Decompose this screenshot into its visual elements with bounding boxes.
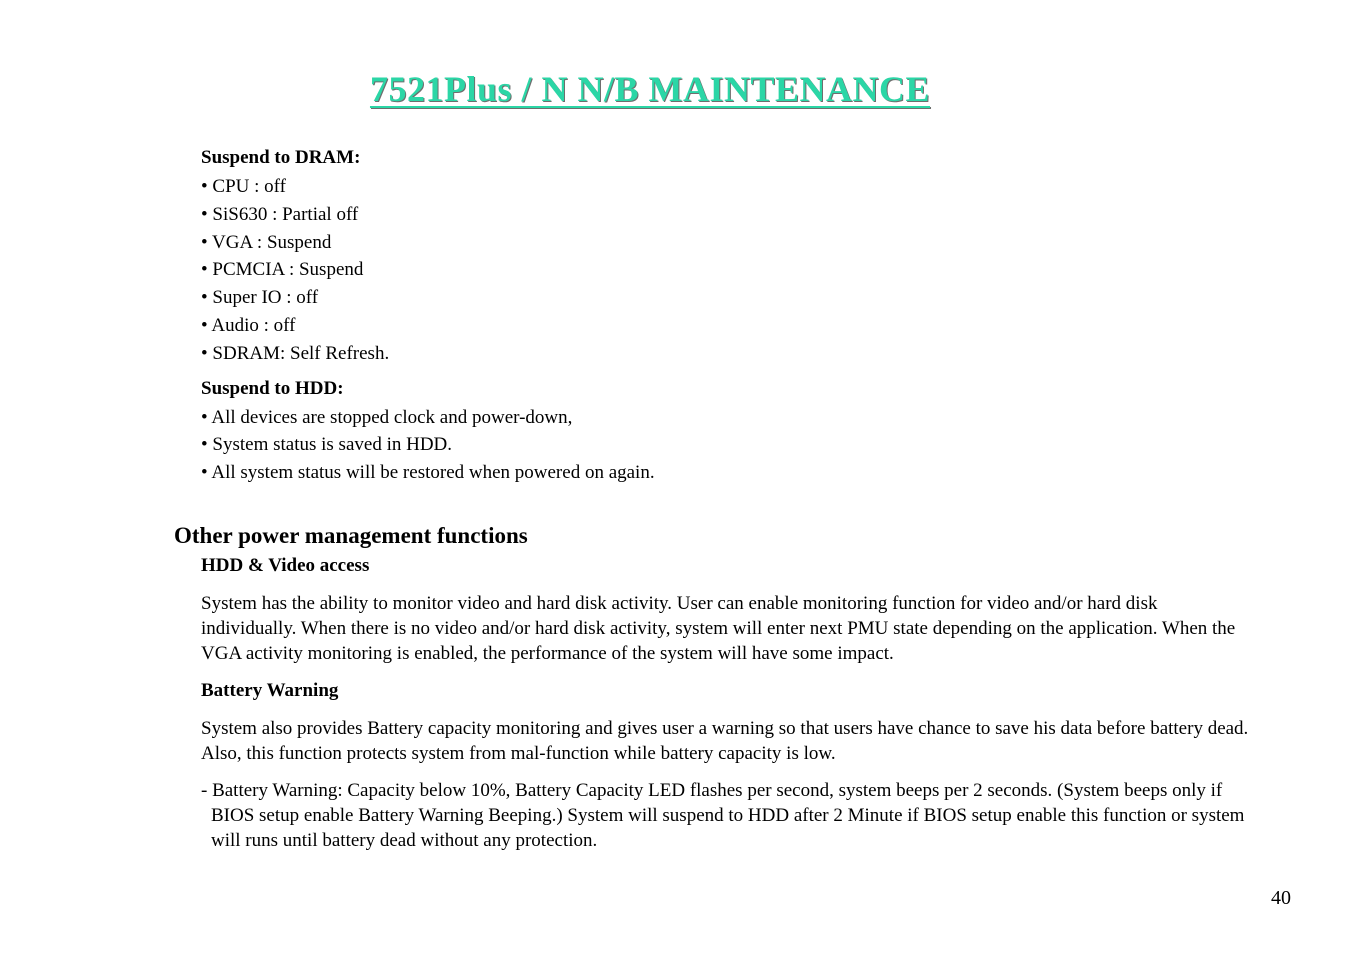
list-item: • All devices are stopped clock and power-down, [201,406,573,428]
page-title: 7521Plus / N N/B MAINTENANCE [369,69,931,109]
battery-warning-text: System also provides Battery capacity monitoring and gives user a warning so that users have chance to save his data before battery dead. Also, this function protects system from mal-function while battery capacity is low. [201,717,1249,764]
video-access-text: System has the ability to monitor video and hard disk activity. User can enable monitoring function for video and/or hard disk individually. When there is no video and/or hard disk activity, system will enter next PMU state depending on the application. When the VGA activity monitoring is enabled, the performance of the system will have some impact. [201,592,1236,664]
list-item: • VGA : Suspend [201,231,332,253]
list-item: • System status is saved in HDD. [201,434,453,456]
page-number: 40 [1271,887,1291,909]
list-item: • Super IO : off [201,287,319,309]
list-item: • Audio : off [201,314,296,336]
other-functions-heading: Other power management functions [174,522,528,548]
list-item: • All system status will be restored when powered on again. [201,462,655,484]
video-access-heading: HDD & Video access [201,554,370,576]
battery-warning-heading: Battery Warning [201,679,339,701]
document-body [174,145,1254,853]
battery-warning-note: - Battery Warning: Capacity below 10%, Battery Capacity LED flashes per second, system beeps per 2 seconds. (System beeps only if BIOS setup enable Battery Warning Beeping.) System will suspend to HDD after 2 Minute if BIOS setup enable this function or system will runs until battery dead without any protection. [201,779,1245,851]
list-item: • PCMCIA : Suspend [201,259,364,281]
suspend-hdd-list [201,404,1254,487]
list-item: • SiS630 : Partial off [201,203,359,225]
list-item: • SDRAM: Self Refresh. [201,342,390,364]
suspend-hdd-heading: Suspend to HDD: [201,377,344,399]
list-item: • CPU : off [201,176,286,197]
suspend-dram-list [201,173,1254,368]
suspend-dram-heading: Suspend to DRAM: [201,147,361,168]
